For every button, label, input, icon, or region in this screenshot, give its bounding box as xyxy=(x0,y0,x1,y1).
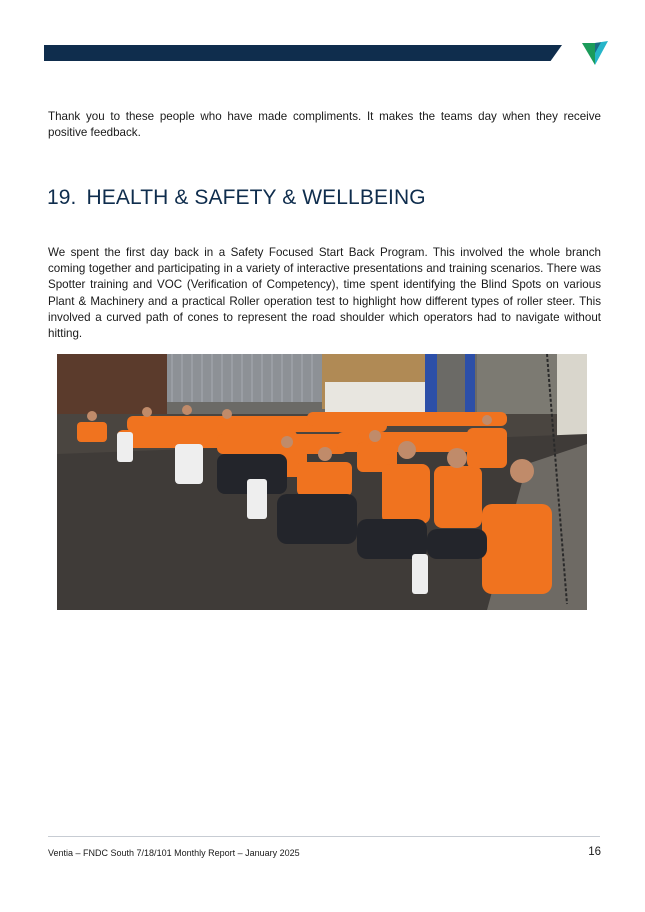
footer-text: Ventia – FNDC South 7/18/101 Monthly Report – January 2025 xyxy=(48,848,300,858)
ventia-logo-icon xyxy=(582,41,608,66)
page-number: 16 xyxy=(588,846,601,858)
group-photo xyxy=(57,354,587,610)
section-number: 19. xyxy=(47,186,77,209)
header-bar xyxy=(44,45,562,61)
section-title: HEALTH & SAFETY & WELLBEING xyxy=(86,186,426,209)
section-paragraph: We spent the first day back in a Safety Focused Start Back Program. This involved the whole branch coming together and participating in a variety of interactive presentations and training scenarios. There was Spotter training and VOC (Verification of Competency), time spent identifying the Blind Spots on various Plant & Machinery and a practical Roller operation test to highlight how different types of roller steer. This involved a curved path of cones to represent the road shoulder which operators had to navigate without hitting. xyxy=(48,246,601,341)
section-heading xyxy=(47,186,607,210)
intro-paragraph: Thank you to these people who have made compliments. It makes the teams day when they receive positive feedback. xyxy=(48,110,601,139)
footer-divider xyxy=(48,836,600,837)
